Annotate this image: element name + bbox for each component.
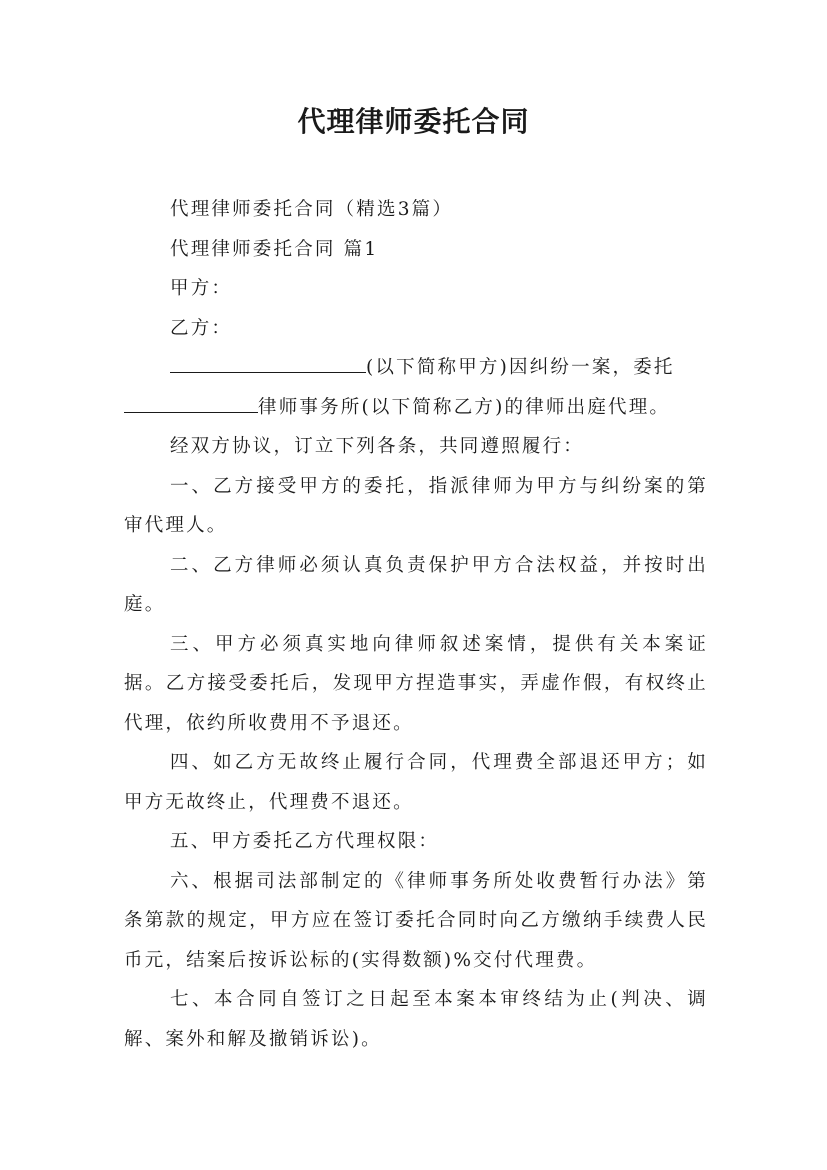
clause-2: 二、乙方律师必须认真负责保护甲方合法权益，并按时出庭。: [124, 554, 708, 615]
fill-in-blank: [170, 350, 366, 373]
paragraph-party-b: 乙方：: [170, 317, 233, 339]
paragraph-agreement: 经双方协议，订立下列各条，共同遵照履行：: [170, 436, 585, 457]
law-firm-text: 律师事务所(以下简称乙方)的律师出庭代理。: [258, 396, 671, 418]
clause-3: 三、甲方必须真实地向律师叙述案情，提供有关本案证据。乙方接受委托后，发现甲方捏造事实，弄虚作假，有权终止代理，依约所收费用不予退还。: [124, 633, 708, 734]
clause-5: 五、甲方委托乙方代理权限：: [170, 831, 440, 852]
paragraph-party-a: 甲方：: [170, 278, 233, 299]
paragraph-subtitle: 代理律师委托合同（精选3篇）: [170, 199, 454, 220]
paragraph-section-heading: 代理律师委托合同 篇1: [170, 238, 379, 260]
clause-4: 四、如乙方无故终止履行合同，代理费全部退还甲方；如甲方无故终止，代理费不退还。: [124, 752, 708, 813]
fill-in-blank: [124, 390, 258, 413]
document-title: 代理律师委托合同: [297, 105, 530, 138]
clause-1: 一、乙方接受甲方的委托，指派律师为甲方与纠纷案的第审代理人。: [124, 475, 708, 536]
clause-6: 六、根据司法部制定的《律师事务所处收费暂行办法》第条第款的规定，甲方应在签订委托合同时向乙方缴纳手续费人民币元，结案后按诉讼标的(实得数额)%交付代理费。: [124, 870, 708, 971]
paragraph-entrust-line2: [124, 388, 708, 428]
document-body: [124, 190, 708, 1059]
paragraph-entrust-line1: [124, 348, 708, 388]
entrust-text: (以下简称甲方)因纠纷一案，委托: [366, 357, 675, 378]
clause-7: 七、本合同自签订之日起至本案本审终结为止(判决、调解、案外和解及撤销诉讼)。: [124, 989, 708, 1050]
